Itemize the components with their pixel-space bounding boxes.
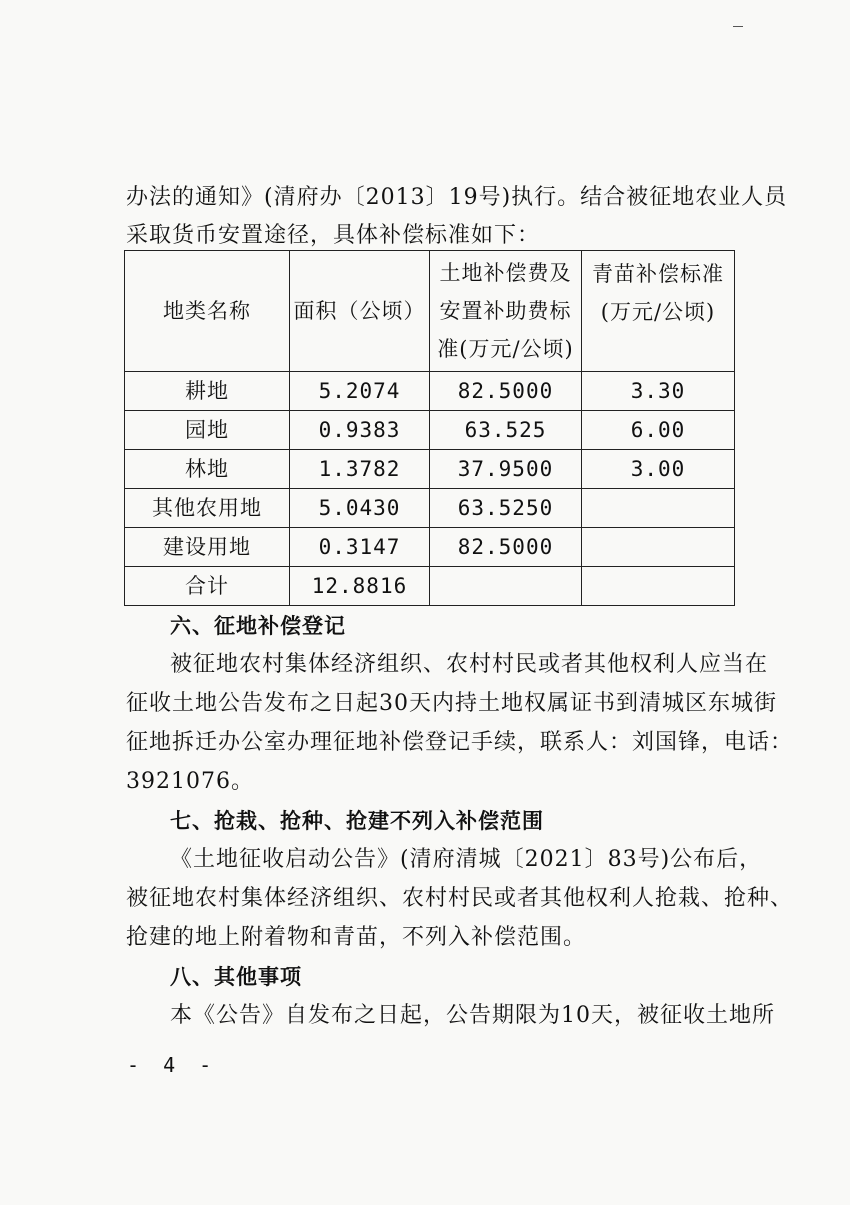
cell-area: 5.2074 (290, 372, 430, 411)
section-7-heading: 七、抢栽、抢种、抢建不列入补偿范围 (170, 809, 544, 833)
cell-crop-fee: 3.30 (582, 372, 735, 411)
compensation-table (124, 250, 735, 606)
cell-land-type: 园地 (125, 411, 290, 450)
section-8-heading: 八、其他事项 (170, 965, 302, 989)
header-land-type: 地类名称 (125, 251, 290, 372)
cell-land-type: 建设用地 (125, 528, 290, 567)
cell-land-fee: 63.5250 (430, 489, 582, 528)
cell-land-type: 林地 (125, 450, 290, 489)
section-6-line-2: 征收土地公告发布之日起30天内持土地权属证书到清城区东城街 (126, 691, 777, 716)
header-land-fee (430, 251, 582, 372)
section-6-line-4: 3921076。 (126, 769, 254, 794)
page-number: - 4 - (127, 1053, 218, 1077)
section-7-line-3: 抢建的地上附着物和青苗，不列入补偿范围。 (126, 925, 587, 950)
table-header-row (125, 251, 735, 372)
table-total-row (125, 567, 735, 606)
header-land-fee-text: 土地补偿费及安置补助费标准(万元/公顷) (437, 261, 574, 361)
intro-line-2: 采取货币安置途径，具体补偿标准如下： (126, 223, 541, 248)
cell-land-fee: 82.5000 (430, 528, 582, 567)
table-row (125, 450, 735, 489)
cell-land-type: 其他农用地 (125, 489, 290, 528)
cell-area: 1.3782 (290, 450, 430, 489)
section-7-line-2: 被征地农村集体经济组织、农村村民或者其他权利人抢栽、抢种、 (126, 886, 794, 911)
table-row (125, 372, 735, 411)
section-8-line-1: 本《公告》自发布之日起，公告期限为10天，被征收土地所 (170, 1003, 775, 1028)
cell-land-fee (430, 567, 582, 606)
cell-crop-fee: 6.00 (582, 411, 735, 450)
cell-crop-fee: 3.00 (582, 450, 735, 489)
cell-area: 0.9383 (290, 411, 430, 450)
header-crop-fee (582, 251, 735, 372)
table-row (125, 489, 735, 528)
cell-land-fee: 37.9500 (430, 450, 582, 489)
scan-mark (733, 26, 743, 27)
table-row (125, 528, 735, 567)
cell-area: 5.0430 (290, 489, 430, 528)
section-6-heading: 六、征地补偿登记 (170, 614, 346, 638)
cell-land-type: 耕地 (125, 372, 290, 411)
cell-crop-fee (582, 489, 735, 528)
intro-line-1: 办法的通知》(清府办〔2013〕19号)执行。结合被征地农业人员 (126, 185, 788, 210)
cell-area: 0.3147 (290, 528, 430, 567)
section-6-line-3: 征地拆迁办公室办理征地补偿登记手续，联系人：刘国锋，电话： (126, 730, 794, 755)
table-row (125, 411, 735, 450)
cell-land-fee: 82.5000 (430, 372, 582, 411)
header-area: 面积（公顷） (290, 251, 430, 372)
cell-crop-fee (582, 567, 735, 606)
cell-crop-fee (582, 528, 735, 567)
section-7-line-1: 《土地征收启动公告》(清府清城〔2021〕83号)公布后， (170, 847, 763, 872)
section-6-line-1: 被征地农村集体经济组织、农村村民或者其他权利人应当在 (170, 652, 769, 677)
header-crop-fee-text: 青苗补偿标准(万元/公顷) (592, 262, 724, 324)
cell-land-type: 合计 (125, 567, 290, 606)
cell-land-fee: 63.525 (430, 411, 582, 450)
cell-area: 12.8816 (290, 567, 430, 606)
